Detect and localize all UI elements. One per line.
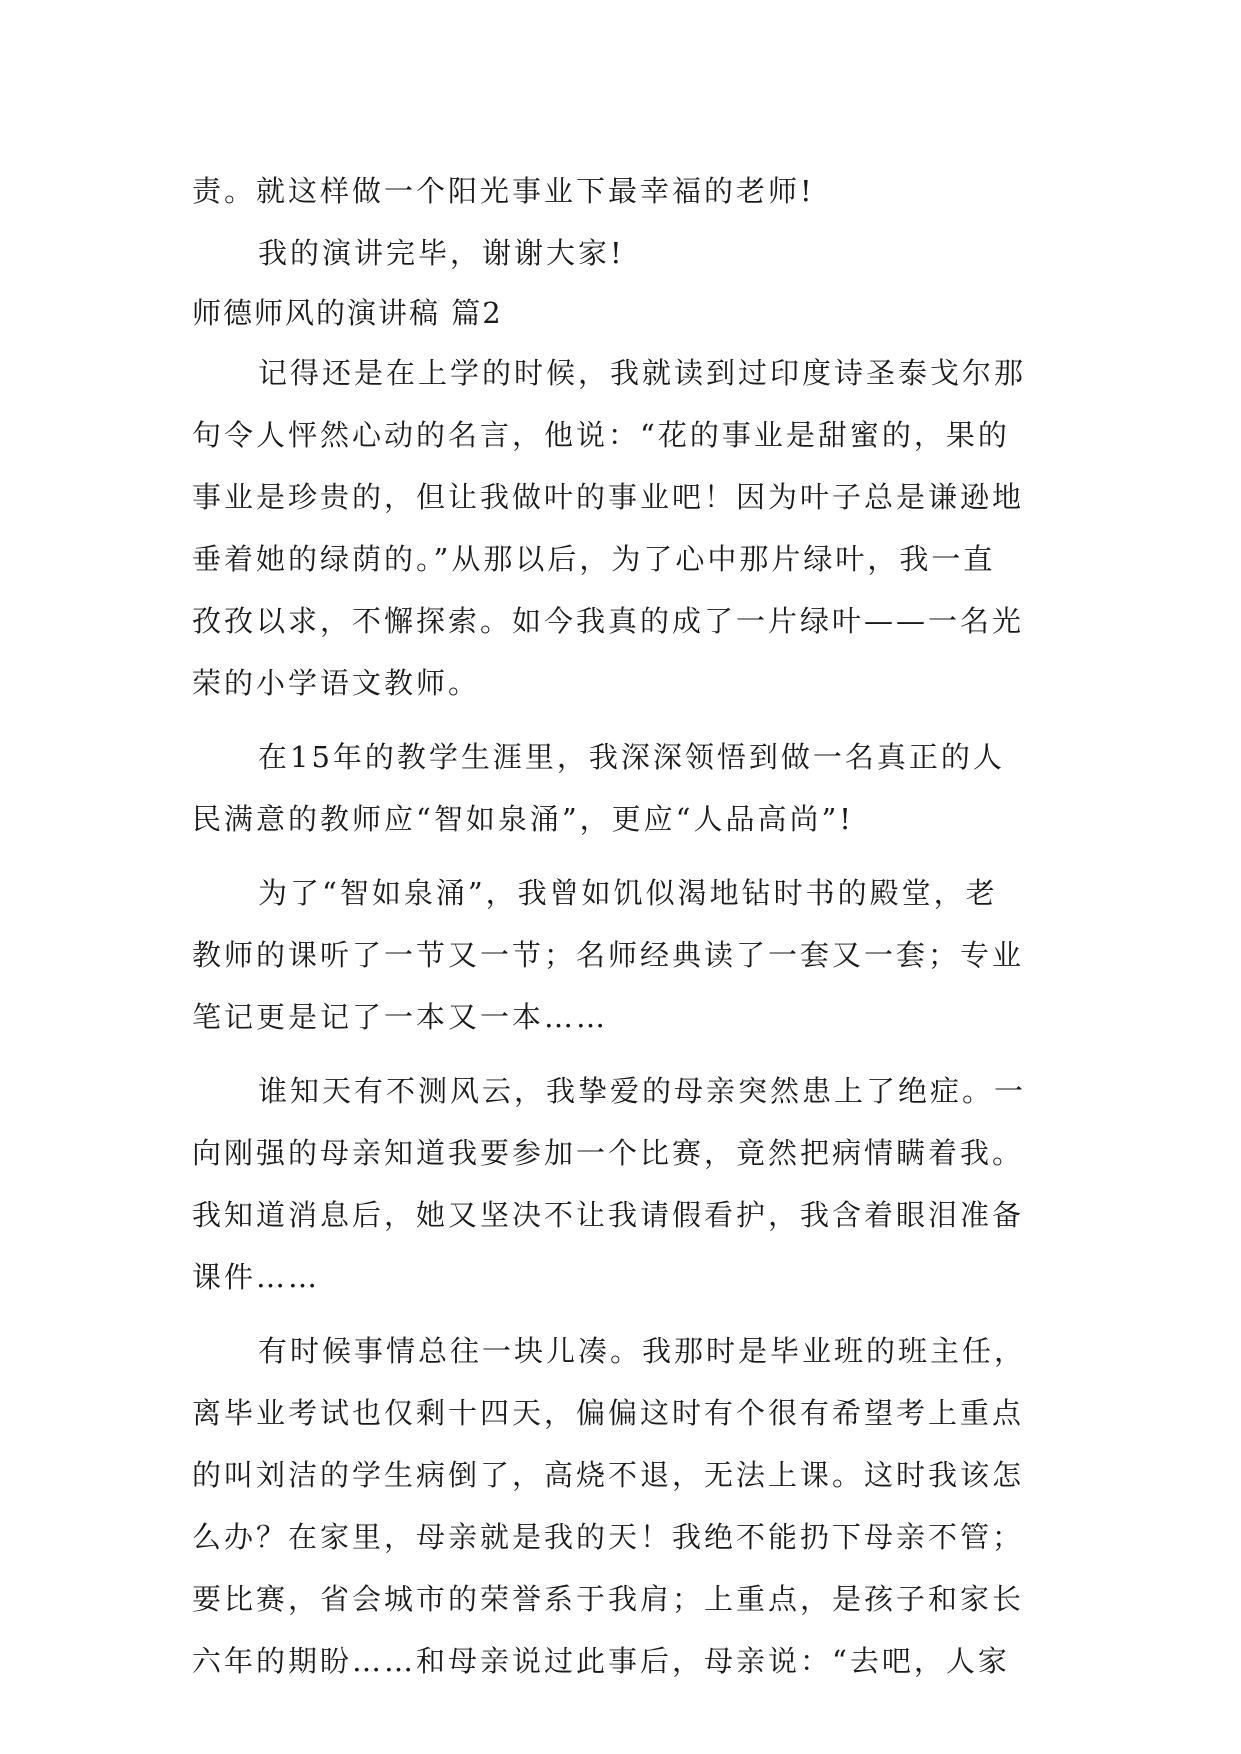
text-line: 谁知天有不测风云，我挚爱的母亲突然患上了绝症。一: [258, 1074, 1027, 1108]
text-line: 为了“智如泉涌”，我曾如饥似渴地钻时书的殿堂，老: [258, 876, 998, 910]
text-line: 民满意的教师应“智如泉涌”，更应“人品高尚”!: [192, 802, 854, 836]
text-line: 孜孜以求，不懈探索。如今我真的成了一片绿叶——一名光: [192, 604, 1025, 638]
text-line: 么办？在家里，母亲就是我的天！我绝不能扔下母亲不管；: [192, 1520, 1025, 1554]
text-line: 课件……: [192, 1260, 321, 1294]
document-body: [192, 160, 1072, 1692]
text-line: 事业是珍贵的，但让我做叶的事业吧！因为叶子总是谦逊地: [192, 480, 1025, 514]
text-line: 离毕业考试也仅剩十四天，偏偏这时有个很有希望考上重点: [192, 1396, 1025, 1430]
section-heading: 师德师风的演讲稿 篇2: [192, 296, 503, 330]
text-line: 六年的期盼……和母亲说过此事后，母亲说：“去吧，人家: [192, 1644, 1010, 1678]
text-line: 向刚强的母亲知道我要参加一个比赛，竟然把病情瞒着我。: [192, 1136, 1025, 1170]
text-line: 的叫刘洁的学生病倒了，高烧不退，无法上课。这时我该怎: [192, 1458, 1025, 1492]
text-line: 我知道消息后，她又坚决不让我请假看护，我含着眼泪准备: [192, 1198, 1025, 1232]
text-line: 有时候事情总往一块儿凑。我那时是毕业班的班主任，: [258, 1334, 1027, 1368]
text-line: 荣的小学语文教师。: [192, 666, 481, 700]
text-line: 句令人怦然心动的名言，他说：“花的事业是甜蜜的，果的: [192, 418, 1010, 452]
text-line: 笔记更是记了一本又一本……: [192, 1000, 609, 1034]
text-line: 责。就这样做一个阳光事业下最幸福的老师!: [192, 174, 815, 208]
text-line: 要比赛，省会城市的荣誉系于我肩；上重点，是孩子和家长: [192, 1582, 1025, 1616]
text-line: 在15年的教学生涯里，我深深领悟到做一名真正的人: [258, 740, 1005, 774]
text-line: 我的演讲完毕，谢谢大家!: [258, 236, 625, 270]
text-line: 垂着她的绿荫的。”从那以后，为了心中那片绿叶，我一直: [192, 542, 996, 576]
text-line: 教师的课听了一节又一节；名师经典读了一套又一套；专业: [192, 938, 1025, 972]
text-line: 记得还是在上学的时候，我就读到过印度诗圣泰戈尔那: [258, 356, 1027, 390]
